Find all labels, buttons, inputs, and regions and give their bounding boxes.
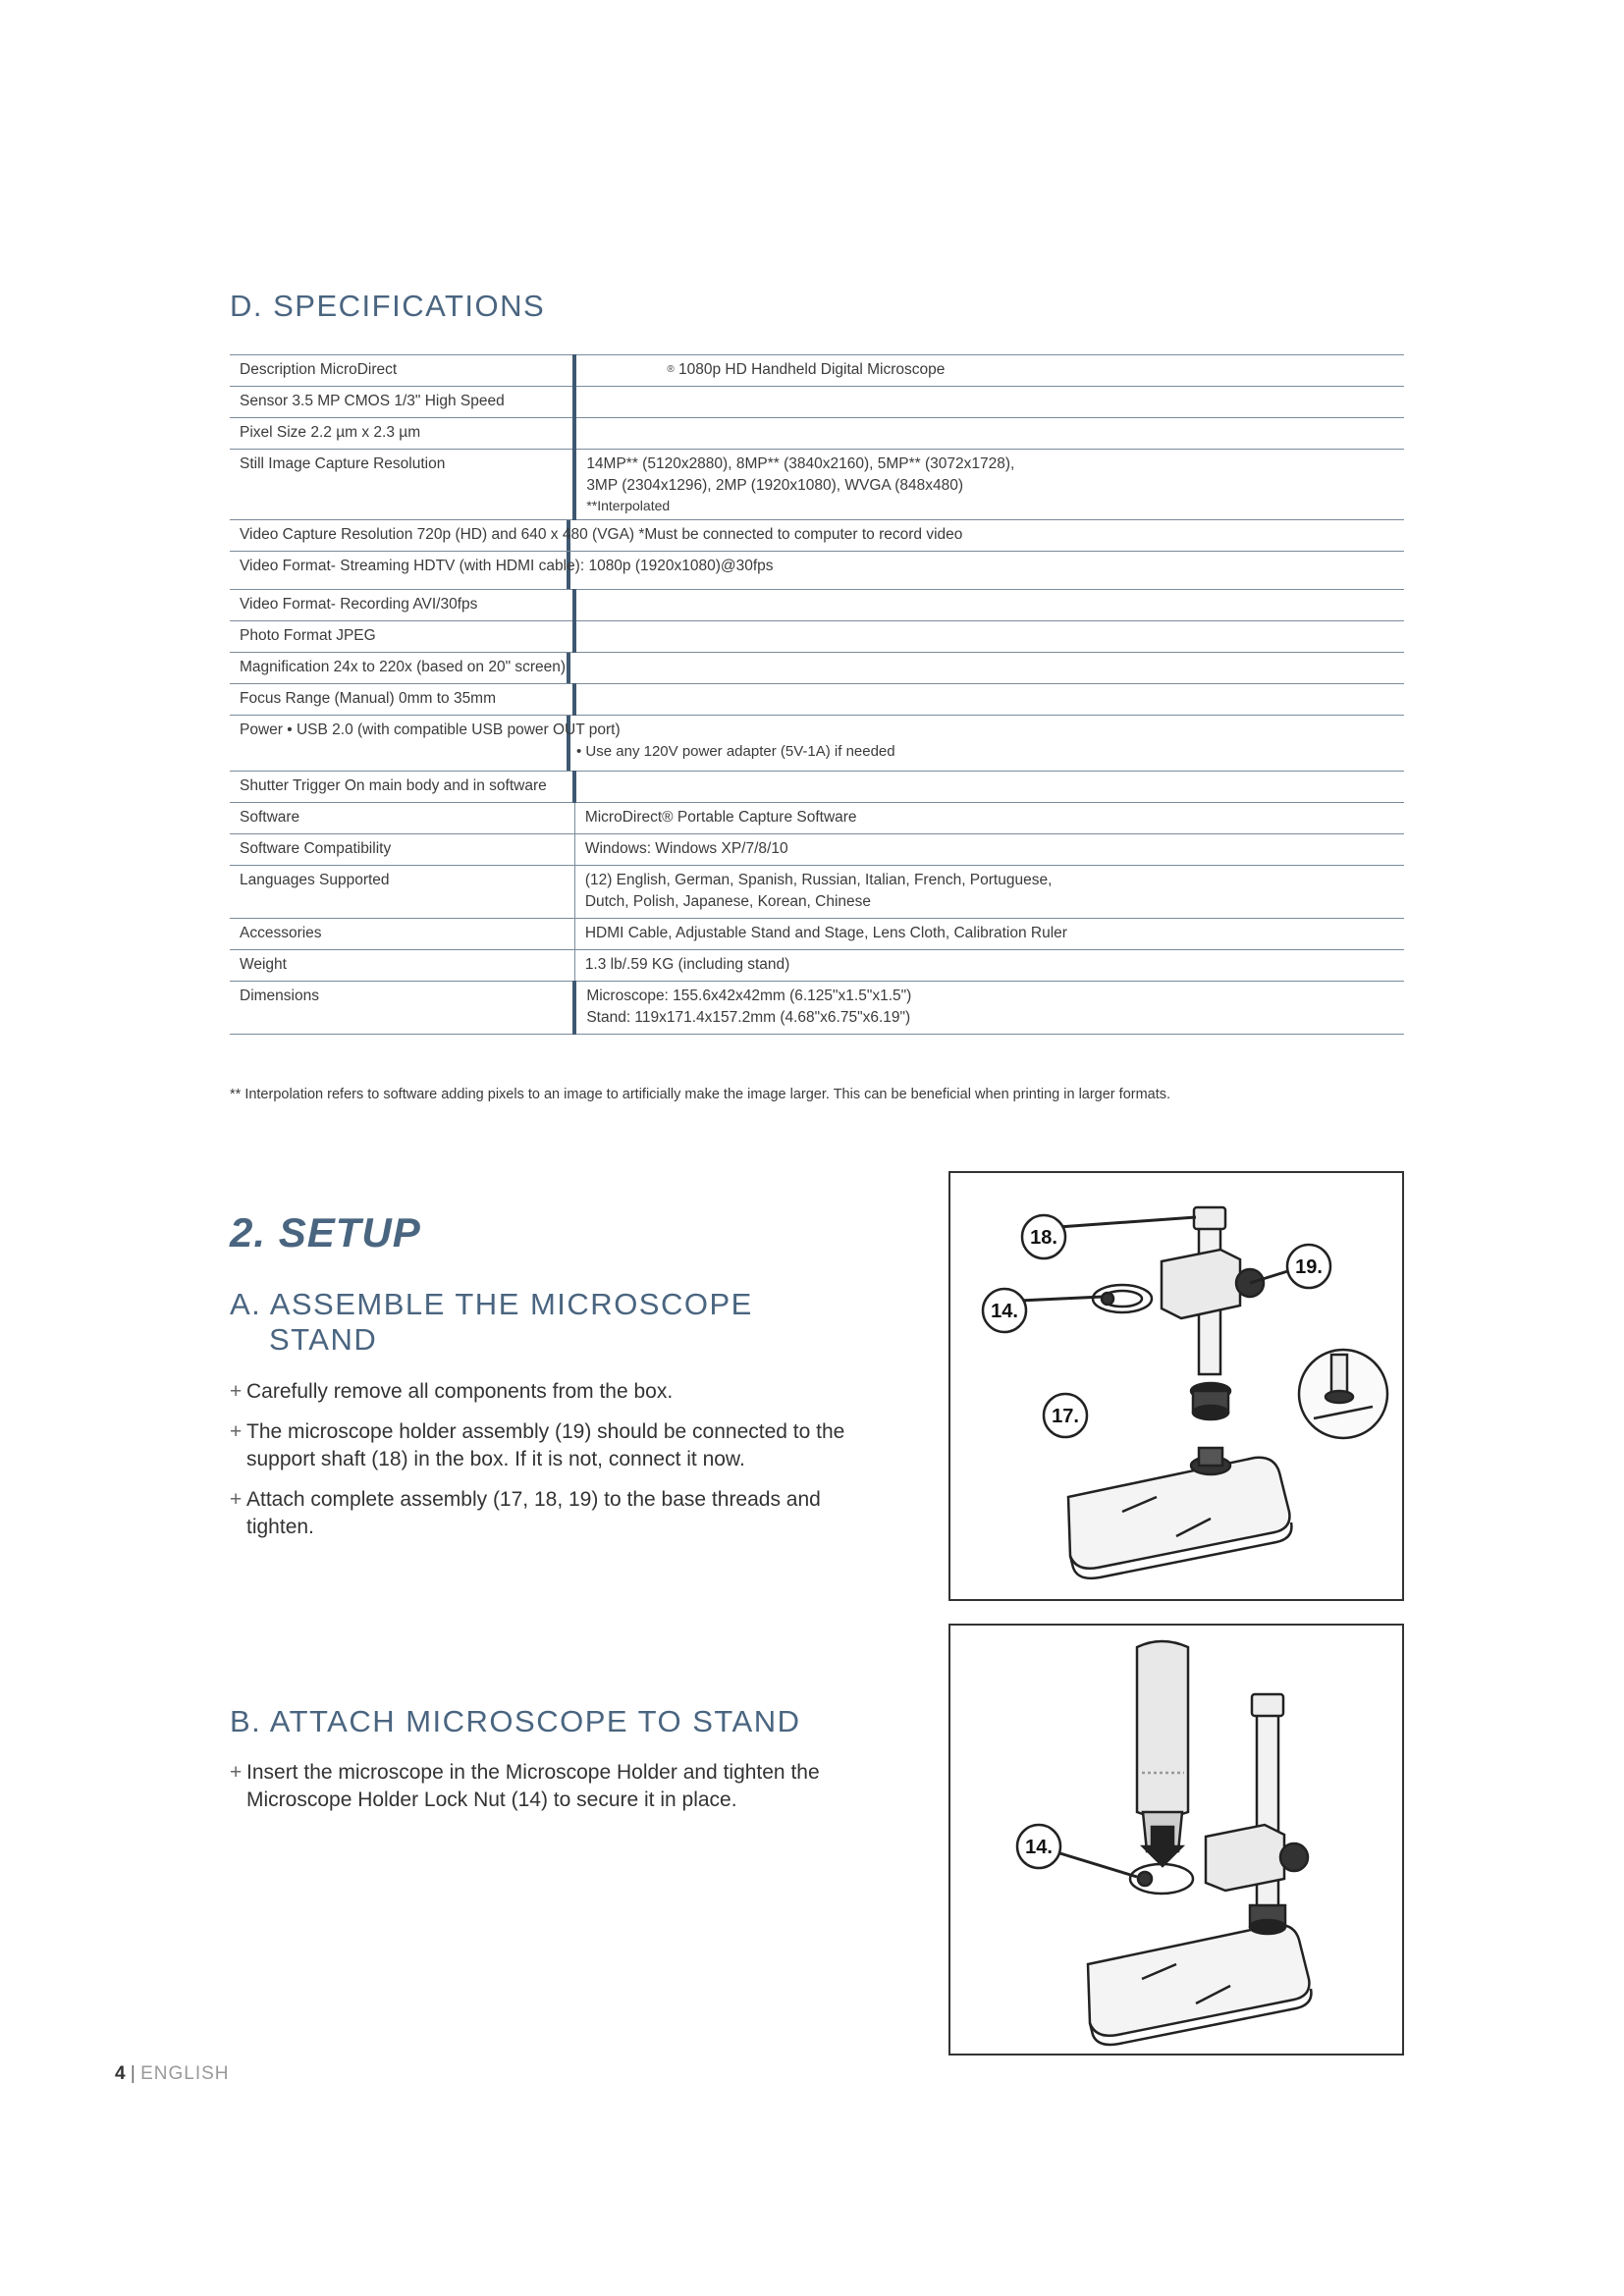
- spec-label: Focus Range (Manual) 0mm to 35mm: [230, 684, 574, 716]
- spec-label: Languages Supported: [230, 866, 574, 919]
- footer-separator: |: [130, 2063, 135, 2084]
- spec-label: Sensor 3.5 MP CMOS 1/3" High Speed: [230, 387, 574, 418]
- table-row: [230, 653, 1404, 684]
- spec-value-line: 14MP** (5120x2880), 8MP** (3840x2160), 5MP** (3072x1728),: [586, 455, 1015, 472]
- table-row: [230, 450, 1404, 520]
- table-row: [230, 621, 1404, 653]
- plus-bullet-icon: +: [230, 1380, 243, 1403]
- setup-title: 2. SETUP: [230, 1209, 421, 1255]
- figure-label-14: 14.: [991, 1301, 1018, 1322]
- spec-merged-cell: [230, 716, 1404, 772]
- spec-value: Windows: Windows XP/7/8/10: [574, 834, 1404, 866]
- spec-merged-text: Video Capture Resolution 720p (HD) and 640 x 480 (VGA) *Must be connected to computer to record video: [240, 526, 963, 543]
- list-item: [230, 1486, 858, 1541]
- figure-label-17: 17.: [1052, 1406, 1079, 1427]
- table-row: [230, 716, 1404, 772]
- spec-merged-cell: [230, 520, 1404, 552]
- table-row: [230, 684, 1404, 716]
- table-row: [230, 866, 1404, 919]
- spec-label: Video Format- Recording AVI/30fps: [230, 590, 574, 621]
- stand-assembly-illustration: [950, 1173, 1402, 1599]
- table-row: [230, 803, 1404, 834]
- table-row: [230, 418, 1404, 450]
- spec-label: Pixel Size 2.2 µm x 2.3 µm: [230, 418, 574, 450]
- spec-value: [574, 355, 1404, 387]
- table-row: [230, 772, 1404, 803]
- section-b-heading: B. ATTACH MICROSCOPE TO STAND: [230, 1704, 801, 1738]
- stand-assembly-figure: [948, 1171, 1404, 1601]
- spec-value-line: Microscope: 155.6x42x42mm (6.125"x1.5"x1.5"): [586, 988, 912, 1004]
- spec-value: [574, 621, 1404, 653]
- table-row: [230, 355, 1404, 387]
- spec-value-line: (12) English, German, Spanish, Russian, Italian, French, Portuguese,: [584, 872, 1053, 888]
- spec-value-line: • Use any 120V power adapter (5V-1A) if needed: [576, 743, 895, 760]
- table-row: [230, 950, 1404, 982]
- table-row: [230, 590, 1404, 621]
- spec-merged-text: Magnification 24x to 220x (based on 20" screen): [240, 659, 567, 675]
- section-a-heading-line2: STAND: [269, 1322, 378, 1357]
- spec-merged-text: Power • USB 2.0 (with compatible USB power OUT port): [240, 721, 621, 738]
- figure-label-19: 19.: [1295, 1256, 1323, 1278]
- spec-value-line: Dutch, Polish, Japanese, Korean, Chinese: [584, 893, 872, 910]
- spec-value: [574, 387, 1404, 418]
- spec-label: Photo Format JPEG: [230, 621, 574, 653]
- table-row: [230, 834, 1404, 866]
- spec-value: [574, 772, 1404, 803]
- spec-value: HDMI Cable, Adjustable Stand and Stage, Lens Cloth, Calibration Ruler: [574, 919, 1404, 950]
- section-b-steps: [230, 1759, 858, 1827]
- step-text: The microscope holder assembly (19) should be connected to the support shaft (18) in the box. If it is not, connect it now.: [246, 1420, 845, 1470]
- section-a-heading-line1: A. ASSEMBLE THE MICROSCOPE: [230, 1287, 753, 1321]
- spec-value: [574, 418, 1404, 450]
- step-text: Insert the microscope in the Microscope Holder and tighten the Microscope Holder Lock Nut (14) to secure it in place.: [246, 1761, 820, 1811]
- table-row: [230, 552, 1404, 590]
- table-row: [230, 520, 1404, 552]
- list-item: [230, 1759, 858, 1814]
- spec-merged-text: Video Format- Streaming HDTV (with HDMI cable): 1080p (1920x1080)@30fps: [240, 558, 774, 574]
- spec-label: Description MicroDirect: [230, 355, 574, 387]
- spec-label: Software Compatibility: [230, 834, 574, 866]
- spec-value-line: 3MP (2304x1296), 2MP (1920x1080), WVGA (848x480): [586, 477, 964, 494]
- spec-label: Dimensions: [230, 982, 574, 1035]
- table-row: [230, 919, 1404, 950]
- spec-merged-cell: [230, 653, 1404, 684]
- spec-label: Still Image Capture Resolution: [230, 450, 574, 520]
- spec-label: Shutter Trigger On main body and in software: [230, 772, 574, 803]
- spec-value-text: 1080p HD Handheld Digital Microscope: [678, 361, 946, 378]
- plus-bullet-icon: +: [230, 1420, 243, 1443]
- attach-microscope-illustration: [950, 1626, 1402, 2054]
- spec-value-line: Stand: 119x171.4x157.2mm (4.68"x6.75"x6.19"): [586, 1009, 911, 1026]
- section-a-heading: [230, 1287, 753, 1358]
- registered-mark: ®: [667, 364, 675, 375]
- figure-label-18: 18.: [1030, 1227, 1057, 1249]
- step-text: Carefully remove all components from the box.: [246, 1380, 674, 1403]
- spec-value: [574, 866, 1404, 919]
- plus-bullet-icon: +: [230, 1761, 243, 1784]
- list-item: [230, 1378, 858, 1406]
- interpolation-footnote: ** Interpolation refers to software adding pixels to an image to artificially make the image larger. This can be beneficial when printing in larger formats.: [230, 1087, 1171, 1102]
- specifications-table: [230, 354, 1404, 1035]
- spec-label: Accessories: [230, 919, 574, 950]
- spec-value: [574, 684, 1404, 716]
- figure-label-14: 14.: [1025, 1837, 1053, 1858]
- list-item: [230, 1418, 858, 1473]
- attach-microscope-figure: [948, 1624, 1404, 2056]
- table-row: [230, 982, 1404, 1035]
- spec-value: 1.3 lb/.59 KG (including stand): [574, 950, 1404, 982]
- page-number: 4: [115, 2063, 126, 2084]
- spec-value: [574, 590, 1404, 621]
- specifications-heading: D. SPECIFICATIONS: [230, 289, 546, 323]
- table-row: [230, 387, 1404, 418]
- spec-value: MicroDirect® Portable Capture Software: [574, 803, 1404, 834]
- spec-value: [574, 982, 1404, 1035]
- spec-value-note: **Interpolated: [586, 498, 671, 513]
- spec-label: Software: [230, 803, 574, 834]
- spec-merged-cell: [230, 552, 1404, 590]
- step-text: Attach complete assembly (17, 18, 19) to the base threads and tighten.: [246, 1488, 821, 1538]
- page-footer: [115, 2063, 230, 2085]
- plus-bullet-icon: +: [230, 1488, 243, 1511]
- spec-value: [574, 450, 1404, 520]
- footer-language: ENGLISH: [140, 2063, 230, 2084]
- spec-label: Weight: [230, 950, 574, 982]
- section-a-steps: [230, 1378, 858, 1554]
